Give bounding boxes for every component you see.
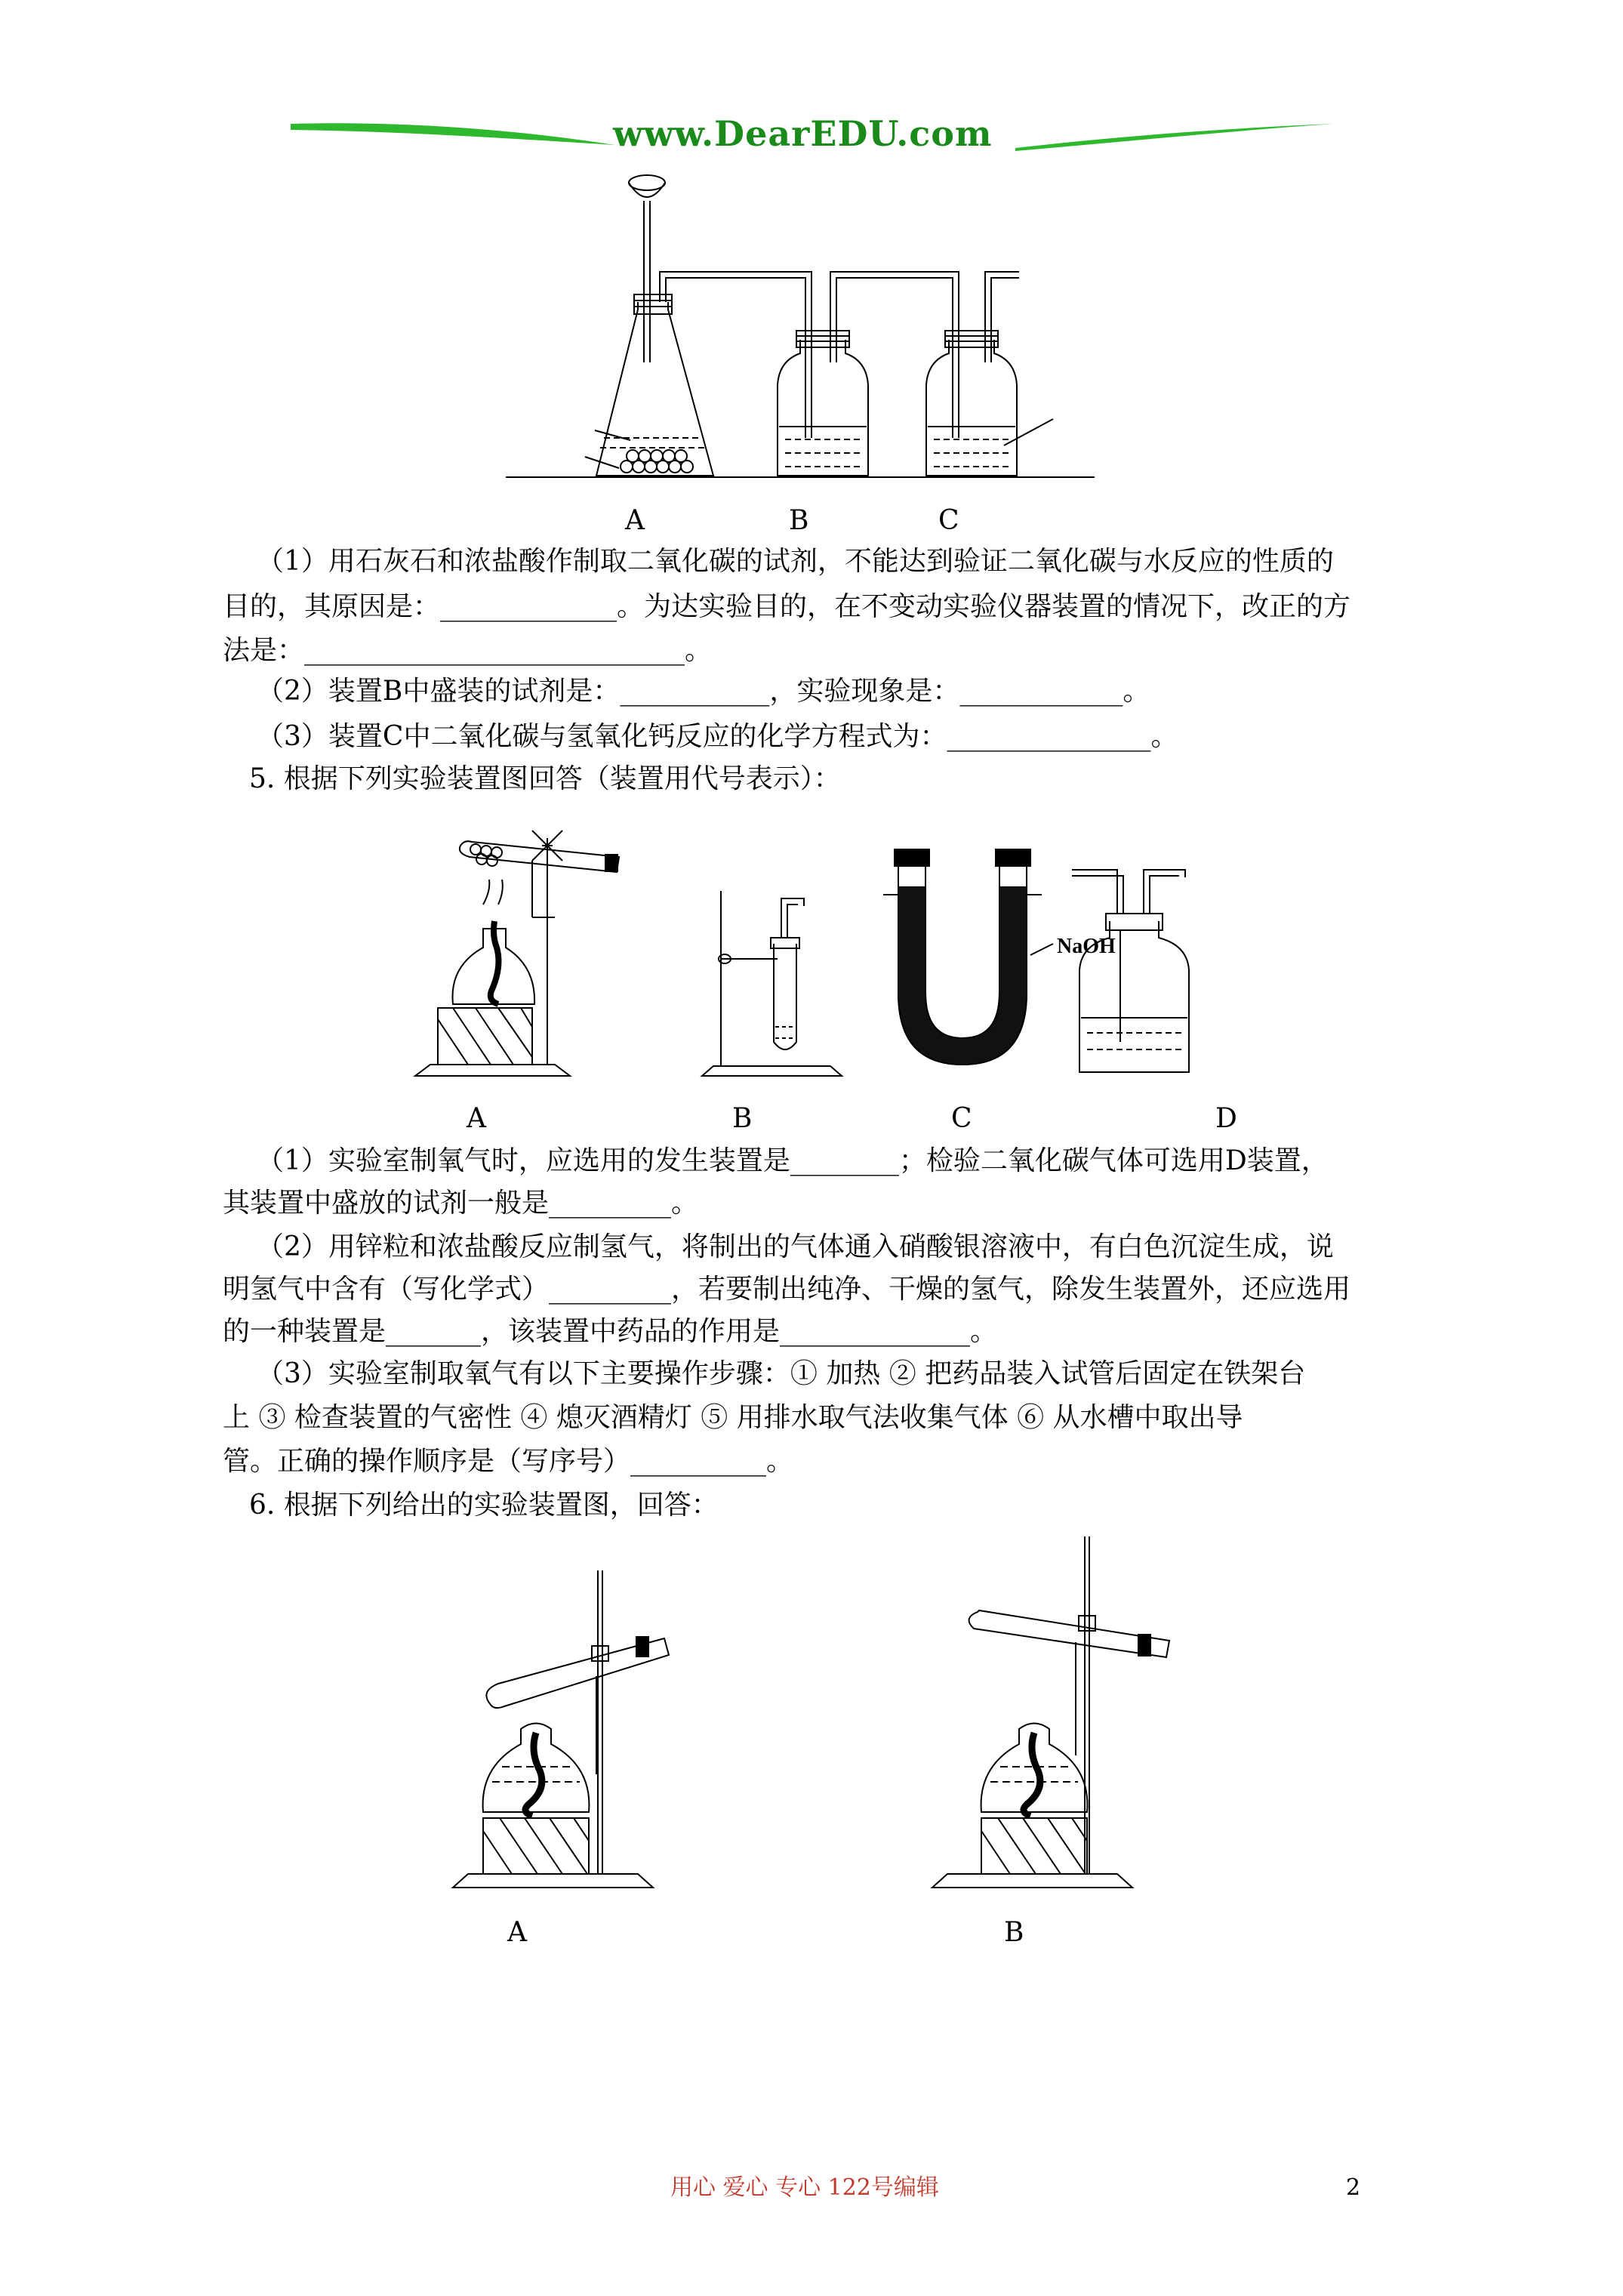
q5-part3-line2: 上 ③ 检查装置的气密性 ④ 熄灭酒精灯 ⑤ 用排水取气法收集气体 ⑥ 从水槽中取出导 bbox=[223, 1402, 1243, 1433]
figure-q6-apparatus-a bbox=[445, 1563, 664, 1895]
fig1-label-a: A bbox=[625, 505, 645, 536]
footer-text: 用心 爱心 专心 122号编辑 bbox=[670, 2174, 939, 2201]
fig1-label-c: C bbox=[938, 505, 959, 536]
fig2-label-d: D bbox=[1215, 1103, 1237, 1134]
naoh-label: NaOH bbox=[1057, 935, 1116, 958]
q4-part2: （2）装置B中盛装的试剂是：___________，实验现象是：____________。 bbox=[257, 676, 1150, 707]
q5-title: 5. 根据下列实验装置图回答（装置用代号表示）： bbox=[249, 763, 841, 794]
q4-part1-line2: 目的，其原因是：_____________。为达实验目的，在不变动实验仪器装置的情况下，改正的方 bbox=[223, 591, 1351, 622]
fig2-label-a: A bbox=[467, 1103, 486, 1134]
site-logo-text: www.DearEDU.com bbox=[613, 113, 993, 154]
figure-q6-apparatus-b bbox=[925, 1529, 1181, 1895]
q6-title: 6. 根据下列给出的实验装置图，回答： bbox=[249, 1490, 719, 1521]
q5-part1-line2: 其装置中盛放的试剂一般是_________。 bbox=[223, 1188, 699, 1219]
fig3-label-b: B bbox=[1004, 1917, 1024, 1948]
fig1-label-b: B bbox=[789, 505, 809, 536]
fig2-label-b: B bbox=[732, 1103, 753, 1134]
q5-part2-line1: （2）用锌粒和浓盐酸反应制氢气，将制出的气体通入硝酸银溶液中，有白色沉淀生成，说 bbox=[257, 1231, 1334, 1262]
q5-part1-line1: （1）实验室制氧气时，应选用的发生装置是________；检验二氧化碳气体可选用D装置， bbox=[257, 1145, 1329, 1176]
header-swoosh-right bbox=[1015, 121, 1340, 151]
q5-part2-line2: 明氢气中含有（写化学式）_________，若要制出纯净、干燥的氢气，除发生装置外，还应选用 bbox=[223, 1274, 1351, 1305]
q5-part3-line3: 管。正确的操作顺序是（写序号）__________。 bbox=[223, 1446, 794, 1477]
figure-co2-apparatus bbox=[498, 159, 1102, 491]
q4-part1-line1: （1）用石灰石和浓盐酸作制取二氧化碳的试剂，不能达到验证二氧化碳与水反应的性质的 bbox=[257, 546, 1334, 577]
q4-part3: （3）装置C中二氧化碳与氢氧化钙反应的化学方程式为：_______________。 bbox=[257, 721, 1178, 752]
fig2-label-c: C bbox=[951, 1103, 972, 1134]
q4-part1-line3: 法是：____________________________。 bbox=[223, 635, 713, 666]
fig3-label-a: A bbox=[507, 1917, 527, 1948]
page-number: 2 bbox=[1346, 2174, 1361, 2201]
q5-part3-line1: （3）实验室制取氧气有以下主要操作步骤：① 加热 ② 把药品装入试管后固定在铁架台 bbox=[257, 1358, 1306, 1389]
q5-part2-line3: 的一种装置是_______，该装置中药品的作用是______________。 bbox=[223, 1316, 998, 1347]
header-swoosh-left bbox=[291, 113, 623, 151]
